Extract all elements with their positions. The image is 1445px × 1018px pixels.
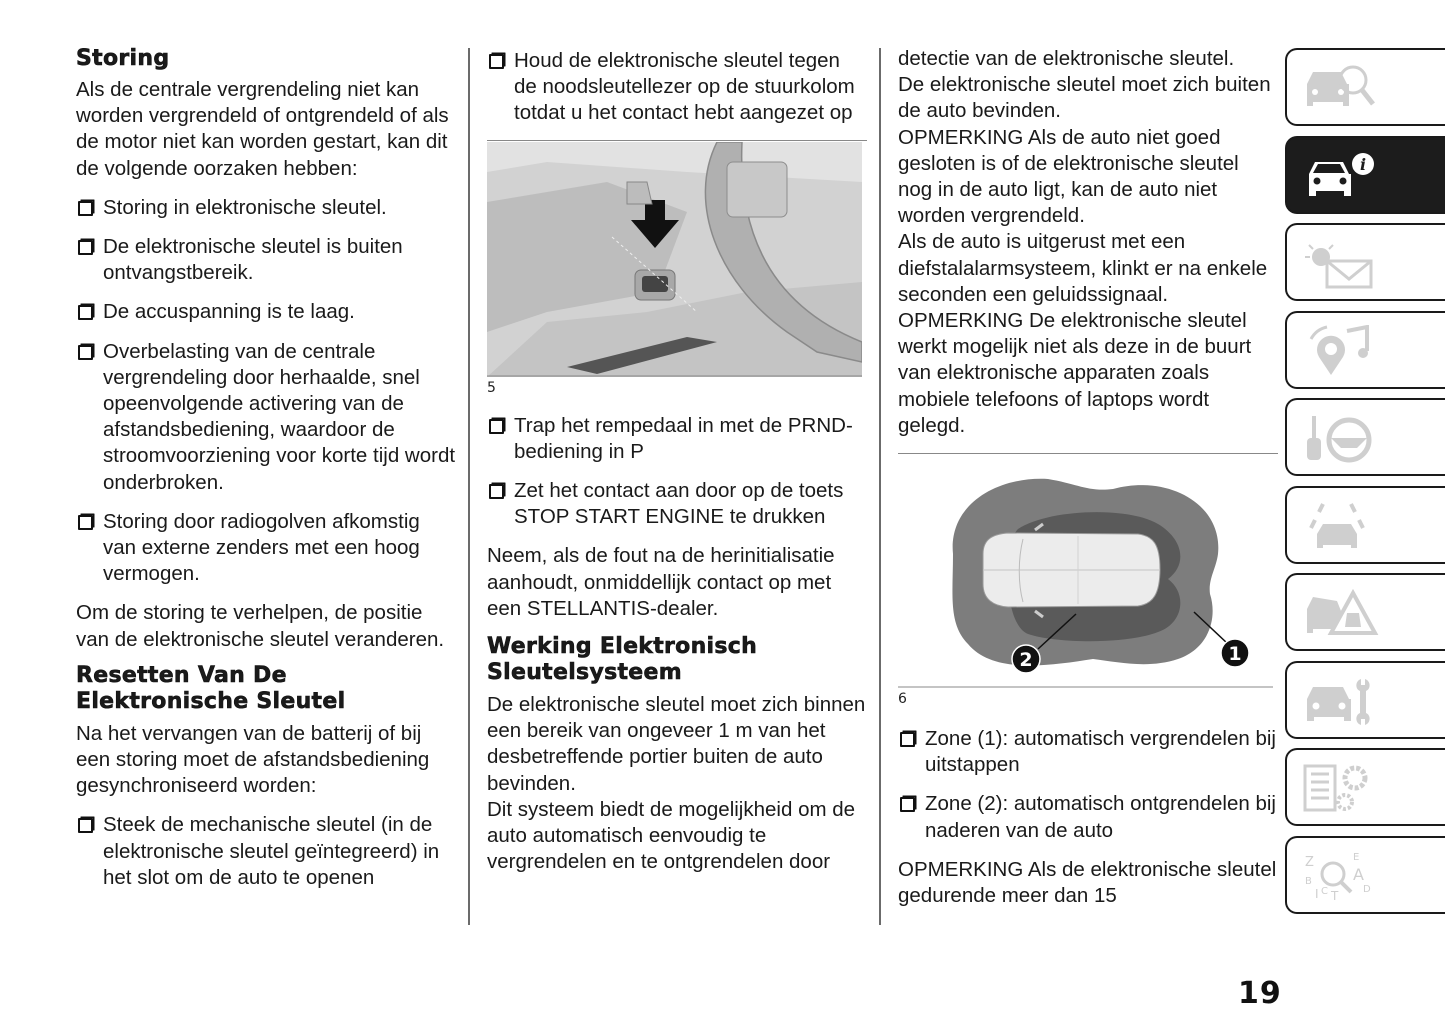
svg-text:E: E (1353, 851, 1360, 863)
werking-body-2: Dit systeem biedt de mogelijkheid om de auto automatisch eenvoudig te vergrendelen en te ontgrendelen door (487, 797, 856, 874)
list-item (487, 413, 867, 465)
alarm-text: Als de auto is uitgerust met een diefstalalarmsysteem, klinkt er na enkele seconden een geluidssignaal. (898, 230, 1268, 306)
list-item (898, 791, 1278, 843)
tab-car-info[interactable] (1285, 136, 1445, 214)
tab-car-search[interactable] (1285, 48, 1445, 126)
checkbox-bullet-icon (900, 732, 915, 747)
specs-gears-icon (1301, 762, 1381, 814)
zones-diagram (898, 454, 1273, 688)
tab-radio-media[interactable] (1285, 311, 1445, 389)
dealer-note: Neem, als de fout na de herinitialisatie aanhoudt, onmiddellijk contact op met een STELLANTIS-dealer. (487, 544, 835, 620)
list-item (76, 812, 456, 891)
checkbox-bullet-icon (489, 54, 504, 69)
car-info-icon (1301, 150, 1381, 202)
list-item-text: Overbelasting van de centrale vergrendeling door herhaalde, snel opeenvolgende activering van de afstandsbediening, waardoor de stroomvoorziening voor korte tijd wordt onderbroken. (103, 339, 456, 494)
list-item (76, 339, 456, 496)
figure-number: 5 (487, 379, 496, 396)
checkbox-bullet-icon (78, 515, 93, 530)
list-item-text: Trap het rempedaal in met de PRND-bediening in P (514, 413, 853, 463)
figure-6 (898, 453, 1278, 708)
note-interference: OPMERKING De elektronische sleutel werkt mogelijk niet als deze in de buurt van elektronische apparaten zoals mobiele telefoons of laptops wordt gelegd. (898, 309, 1252, 437)
svg-text:D: D (1363, 883, 1371, 895)
radio-media-icon (1301, 325, 1381, 377)
lights-message-icon (1301, 237, 1381, 289)
heading-storing: Storing (76, 46, 170, 71)
detection-line: detectie van de elektronische sleutel. (898, 47, 1235, 70)
list-item (76, 195, 456, 221)
section-tabs (1285, 48, 1445, 923)
callout-1: 1 (1228, 643, 1242, 666)
list-item-text: Zet het contact aan door op de toets STOP START ENGINE te drukken (514, 479, 844, 529)
list-item-text: De accuspanning is te laag. (103, 300, 355, 324)
note-not-closed: OPMERKING Als de auto niet goed gesloten is of de elektronische sleutel nog in de auto ligt, kan de auto niet worden vergrendeld. (898, 125, 1239, 228)
tab-specifications[interactable] (1285, 748, 1445, 826)
checkbox-bullet-icon (78, 818, 93, 833)
column-3 (898, 46, 1278, 909)
remedy-text: Om de storing te verhelpen, de positie van de elektronische sleutel veranderen. (76, 601, 445, 651)
list-item-text: Storing in elektronische sleutel. (103, 195, 387, 219)
tab-maintenance[interactable] (1285, 661, 1445, 739)
svg-text:i: i (1359, 154, 1367, 174)
emergency-icon (1301, 587, 1381, 639)
list-item (76, 509, 456, 588)
checkbox-bullet-icon (78, 345, 93, 360)
checkbox-bullet-icon (900, 797, 915, 812)
werking-body-1: De elektronische sleutel moet zich binnen een bereik van ongeveer 1 m van het desbetreffende portier buiten de auto bevinden. (487, 693, 866, 795)
heading-resetten: Resetten Van De Elektronische Sleutel (76, 662, 346, 714)
tab-lights-messages[interactable] (1285, 223, 1445, 301)
checkbox-bullet-icon (489, 484, 504, 499)
svg-text:T: T (1331, 888, 1339, 902)
column-1 (76, 46, 456, 891)
car-search-icon (1301, 62, 1381, 114)
column-divider (879, 48, 881, 925)
svg-text:C: C (1321, 885, 1328, 897)
list-item-text: De elektronische sleutel is buiten ontvangstbereik. (103, 235, 403, 285)
storing-intro: Als de centrale vergrendeling niet kan worden vergrendeld of ontgrendeld of als de motor niet kan worden gestart, kan dit de volgende oorzaken hebben: (76, 78, 449, 180)
tab-index[interactable] (1285, 836, 1445, 914)
checkbox-bullet-icon (78, 305, 93, 320)
column-divider (468, 48, 470, 925)
svg-text:Z: Z (1305, 854, 1314, 870)
page-number: 19 (1238, 976, 1282, 1011)
reset-intro: Na het vervangen van de batterij of bij een storing moet de afstandsbediening gesynchroniseerd worden: (76, 721, 430, 798)
list-item (76, 299, 456, 325)
note-duration: OPMERKING Als de elektronische sleutel gedurende meer dan 15 (898, 857, 1277, 908)
list-item (487, 478, 867, 530)
column-2 (487, 46, 867, 875)
list-item-text: Zone (1): automatisch vergrendelen bij uitstappen (925, 727, 1276, 777)
checkbox-bullet-icon (489, 419, 504, 434)
figure-rule (487, 140, 867, 141)
tab-lane-assist[interactable] (1285, 486, 1445, 564)
lane-assist-icon (1301, 500, 1381, 552)
key-steering-icon (1301, 412, 1381, 464)
figure-5 (487, 140, 867, 397)
list-item-text: Houd de elektronische sleutel tegen de noodsleutellezer op de stuurkolom totdat u het contact hebt aangezet op (514, 49, 855, 125)
svg-text:B: B (1305, 875, 1312, 887)
svg-text:A: A (1353, 864, 1364, 884)
checkbox-bullet-icon (78, 201, 93, 216)
list-item-text: Zone (2): automatisch ontgrendelen bij naderen van de auto (925, 792, 1276, 842)
car-maintenance-icon (1301, 675, 1381, 727)
tab-emergency[interactable] (1285, 573, 1445, 651)
tab-key-steering[interactable] (1285, 398, 1445, 476)
callout-2: 2 (1019, 649, 1033, 672)
list-item (898, 726, 1278, 778)
svg-text:I: I (1315, 886, 1319, 901)
heading-werking: Werking Elektronisch Sleutelsysteem (487, 634, 758, 686)
list-item-text: Storing door radiogolven afkomstig van externe zenders met een hoog vermogen. (103, 509, 420, 586)
list-item (76, 234, 456, 286)
steering-column-illustration (487, 142, 862, 377)
index-az-icon (1301, 850, 1381, 902)
figure-number: 6 (898, 691, 907, 708)
list-item (487, 48, 867, 127)
list-item-text: Steek de mechanische sleutel (in de elektronische sleutel geïntegreerd) in het slot om de auto te openen (103, 813, 440, 889)
checkbox-bullet-icon (78, 240, 93, 255)
outside-line: De elektronische sleutel moet zich buiten de auto bevinden. (898, 73, 1271, 123)
